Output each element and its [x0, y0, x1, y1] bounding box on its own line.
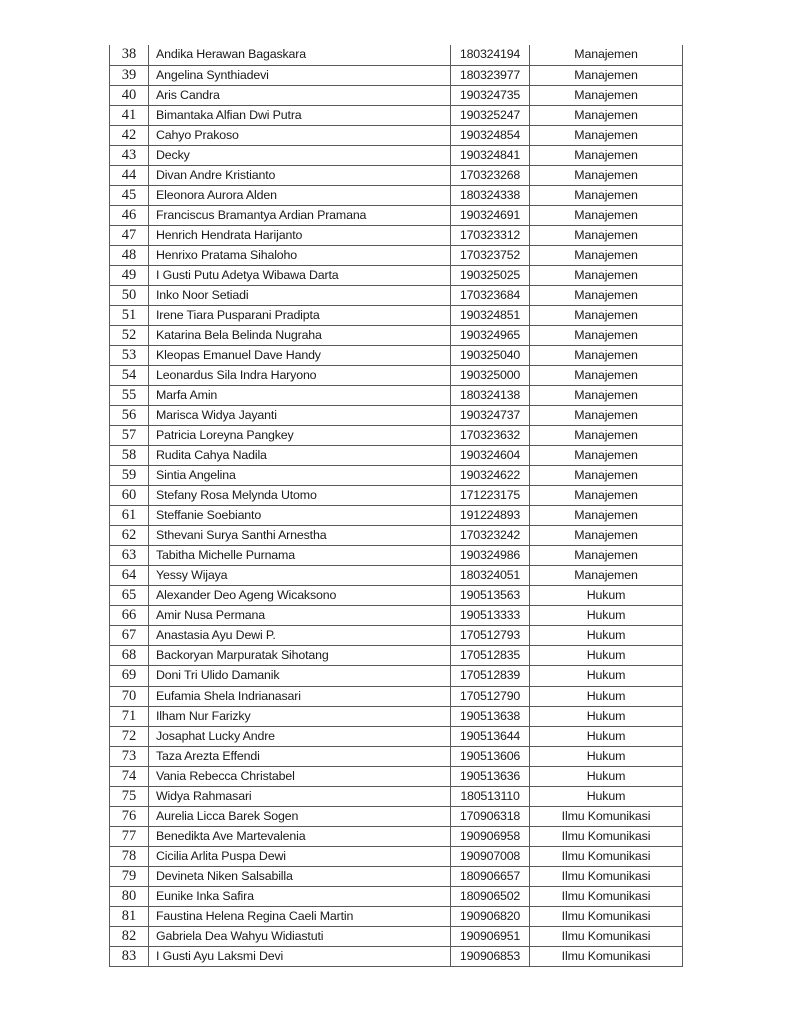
student-id-cell: 170323632 [451, 426, 530, 446]
row-number-cell: 69 [110, 666, 149, 686]
student-name-cell: Devineta Niken Salsabilla [149, 866, 451, 886]
student-name-cell: Irene Tiara Pusparani Pradipta [149, 305, 451, 325]
student-id-cell: 190513333 [451, 606, 530, 626]
study-program-cell: Hukum [530, 686, 683, 706]
row-number-cell: 42 [110, 125, 149, 145]
student-id-cell: 180513110 [451, 786, 530, 806]
student-name-cell: Aurelia Licca Barek Sogen [149, 806, 451, 826]
student-name-cell: Aris Candra [149, 85, 451, 105]
student-id-cell: 180324194 [451, 45, 530, 65]
study-program-cell: Ilmu Komunikasi [530, 866, 683, 886]
student-id-cell: 190907008 [451, 846, 530, 866]
table-row [110, 205, 683, 225]
study-program-cell: Manajemen [530, 366, 683, 386]
table-row [110, 786, 683, 806]
study-program-cell: Manajemen [530, 426, 683, 446]
row-number-cell: 66 [110, 606, 149, 626]
student-id-cell: 180906657 [451, 866, 530, 886]
student-id-cell: 190906853 [451, 946, 530, 966]
student-name-cell: Doni Tri Ulido Damanik [149, 666, 451, 686]
student-id-cell: 190513636 [451, 766, 530, 786]
table-row [110, 85, 683, 105]
student-id-cell: 170512839 [451, 666, 530, 686]
table-row [110, 265, 683, 285]
student-id-cell: 170323684 [451, 285, 530, 305]
student-name-cell: Amir Nusa Permana [149, 606, 451, 626]
table-row [110, 65, 683, 85]
student-name-cell: Alexander Deo Ageng Wicaksono [149, 586, 451, 606]
row-number-cell: 61 [110, 506, 149, 526]
student-name-cell: Vania Rebecca Christabel [149, 766, 451, 786]
student-id-cell: 190513606 [451, 746, 530, 766]
table-row [110, 666, 683, 686]
student-name-cell: Henrich Hendrata Harijanto [149, 225, 451, 245]
student-id-cell: 190324841 [451, 145, 530, 165]
study-program-cell: Manajemen [530, 65, 683, 85]
table-row [110, 626, 683, 646]
study-program-cell: Manajemen [530, 345, 683, 365]
student-name-cell: Franciscus Bramantya Ardian Pramana [149, 205, 451, 225]
study-program-cell: Manajemen [530, 165, 683, 185]
student-id-cell: 190324737 [451, 406, 530, 426]
row-number-cell: 63 [110, 546, 149, 566]
table-row [110, 145, 683, 165]
student-id-cell: 180906502 [451, 886, 530, 906]
table-row [110, 506, 683, 526]
student-name-cell: Taza Arezta Effendi [149, 746, 451, 766]
student-id-cell: 180323977 [451, 65, 530, 85]
study-program-cell: Manajemen [530, 225, 683, 245]
student-id-cell: 191224893 [451, 506, 530, 526]
student-name-cell: I Gusti Putu Adetya Wibawa Darta [149, 265, 451, 285]
row-number-cell: 39 [110, 65, 149, 85]
row-number-cell: 64 [110, 566, 149, 586]
study-program-cell: Ilmu Komunikasi [530, 806, 683, 826]
study-program-cell: Hukum [530, 786, 683, 806]
student-id-cell: 170323752 [451, 245, 530, 265]
study-program-cell: Manajemen [530, 546, 683, 566]
student-id-cell: 190513644 [451, 726, 530, 746]
student-name-cell: Rudita Cahya Nadila [149, 446, 451, 466]
study-program-cell: Ilmu Komunikasi [530, 846, 683, 866]
student-id-cell: 190513638 [451, 706, 530, 726]
table-row [110, 766, 683, 786]
row-number-cell: 58 [110, 446, 149, 466]
study-program-cell: Hukum [530, 726, 683, 746]
study-program-cell: Manajemen [530, 406, 683, 426]
table-row [110, 566, 683, 586]
row-number-cell: 78 [110, 846, 149, 866]
student-name-cell: Leonardus Sila Indra Haryono [149, 366, 451, 386]
row-number-cell: 68 [110, 646, 149, 666]
row-number-cell: 65 [110, 586, 149, 606]
student-id-cell: 190325025 [451, 265, 530, 285]
student-id-cell: 190906951 [451, 926, 530, 946]
student-name-cell: Eunike Inka Safira [149, 886, 451, 906]
student-name-cell: Eufamia Shela Indrianasari [149, 686, 451, 706]
row-number-cell: 53 [110, 345, 149, 365]
student-name-cell: Faustina Helena Regina Caeli Martin [149, 906, 451, 926]
study-program-cell: Manajemen [530, 265, 683, 285]
table-row [110, 125, 683, 145]
student-name-cell: Steffanie Soebianto [149, 506, 451, 526]
table-row [110, 906, 683, 926]
study-program-cell: Manajemen [530, 506, 683, 526]
row-number-cell: 43 [110, 145, 149, 165]
student-id-cell: 190324986 [451, 546, 530, 566]
student-name-cell: Divan Andre Kristianto [149, 165, 451, 185]
row-number-cell: 76 [110, 806, 149, 826]
student-id-cell: 170512793 [451, 626, 530, 646]
student-name-cell: Cicilia Arlita Puspa Dewi [149, 846, 451, 866]
study-program-cell: Ilmu Komunikasi [530, 926, 683, 946]
row-number-cell: 71 [110, 706, 149, 726]
row-number-cell: 47 [110, 225, 149, 245]
student-name-cell: Patricia Loreyna Pangkey [149, 426, 451, 446]
student-name-cell: Cahyo Prakoso [149, 125, 451, 145]
table-row [110, 345, 683, 365]
table-row [110, 706, 683, 726]
row-number-cell: 45 [110, 185, 149, 205]
row-number-cell: 49 [110, 265, 149, 285]
study-program-cell: Manajemen [530, 245, 683, 265]
table-row [110, 486, 683, 506]
student-id-cell: 170323268 [451, 165, 530, 185]
study-program-cell: Ilmu Komunikasi [530, 946, 683, 966]
table-row [110, 406, 683, 426]
row-number-cell: 38 [110, 45, 149, 65]
student-id-cell: 180324051 [451, 566, 530, 586]
table-row [110, 546, 683, 566]
study-program-cell: Manajemen [530, 466, 683, 486]
study-program-cell: Manajemen [530, 85, 683, 105]
student-name-cell: Inko Noor Setiadi [149, 285, 451, 305]
table-row [110, 305, 683, 325]
student-id-cell: 190324604 [451, 446, 530, 466]
study-program-cell: Hukum [530, 666, 683, 686]
row-number-cell: 79 [110, 866, 149, 886]
student-id-cell: 190906958 [451, 826, 530, 846]
row-number-cell: 41 [110, 105, 149, 125]
row-number-cell: 74 [110, 766, 149, 786]
study-program-cell: Ilmu Komunikasi [530, 906, 683, 926]
table-row [110, 366, 683, 386]
student-id-cell: 170906318 [451, 806, 530, 826]
table-row [110, 686, 683, 706]
study-program-cell: Manajemen [530, 45, 683, 65]
table-row [110, 325, 683, 345]
row-number-cell: 73 [110, 746, 149, 766]
student-id-cell: 180324338 [451, 185, 530, 205]
table-row [110, 245, 683, 265]
study-program-cell: Manajemen [530, 185, 683, 205]
student-name-cell: Decky [149, 145, 451, 165]
table-row [110, 646, 683, 666]
study-program-cell: Manajemen [530, 325, 683, 345]
table-row [110, 45, 683, 65]
table-row [110, 105, 683, 125]
student-id-cell: 190325000 [451, 366, 530, 386]
student-id-cell: 171223175 [451, 486, 530, 506]
row-number-cell: 51 [110, 305, 149, 325]
row-number-cell: 60 [110, 486, 149, 506]
student-name-cell: Marisca Widya Jayanti [149, 406, 451, 426]
student-id-cell: 190324854 [451, 125, 530, 145]
student-id-cell: 190324735 [451, 85, 530, 105]
student-id-cell: 190906820 [451, 906, 530, 926]
study-program-cell: Manajemen [530, 305, 683, 325]
row-number-cell: 56 [110, 406, 149, 426]
row-number-cell: 59 [110, 466, 149, 486]
student-name-cell: Josaphat Lucky Andre [149, 726, 451, 746]
row-number-cell: 50 [110, 285, 149, 305]
study-program-cell: Manajemen [530, 486, 683, 506]
study-program-cell: Manajemen [530, 105, 683, 125]
study-program-cell: Hukum [530, 706, 683, 726]
row-number-cell: 80 [110, 886, 149, 906]
student-name-cell: Gabriela Dea Wahyu Widiastuti [149, 926, 451, 946]
student-name-cell: Anastasia Ayu Dewi P. [149, 626, 451, 646]
student-name-cell: Henrixo Pratama Sihaloho [149, 245, 451, 265]
table-row [110, 946, 683, 966]
student-id-cell: 170323312 [451, 225, 530, 245]
student-name-cell: Yessy Wijaya [149, 566, 451, 586]
student-name-cell: I Gusti Ayu Laksmi Devi [149, 946, 451, 966]
student-id-cell: 190324691 [451, 205, 530, 225]
student-name-cell: Stefany Rosa Melynda Utomo [149, 486, 451, 506]
student-id-cell: 190324851 [451, 305, 530, 325]
study-program-cell: Manajemen [530, 145, 683, 165]
student-id-cell: 190325247 [451, 105, 530, 125]
table-row [110, 426, 683, 446]
table-row [110, 386, 683, 406]
row-number-cell: 48 [110, 245, 149, 265]
table-row [110, 866, 683, 886]
table-row [110, 446, 683, 466]
student-id-cell: 170323242 [451, 526, 530, 546]
row-number-cell: 46 [110, 205, 149, 225]
student-name-cell: Sthevani Surya Santhi Arnestha [149, 526, 451, 546]
table-row [110, 185, 683, 205]
student-name-cell: Backoryan Marpuratak Sihotang [149, 646, 451, 666]
table-row [110, 886, 683, 906]
roster-table-body [110, 45, 683, 966]
student-name-cell: Andika Herawan Bagaskara [149, 45, 451, 65]
row-number-cell: 70 [110, 686, 149, 706]
student-id-cell: 180324138 [451, 386, 530, 406]
student-id-cell: 190513563 [451, 586, 530, 606]
study-program-cell: Ilmu Komunikasi [530, 886, 683, 906]
row-number-cell: 72 [110, 726, 149, 746]
row-number-cell: 44 [110, 165, 149, 185]
student-id-cell: 190324965 [451, 325, 530, 345]
study-program-cell: Hukum [530, 626, 683, 646]
student-name-cell: Benedikta Ave Martevalenia [149, 826, 451, 846]
row-number-cell: 62 [110, 526, 149, 546]
row-number-cell: 57 [110, 426, 149, 446]
row-number-cell: 75 [110, 786, 149, 806]
study-program-cell: Hukum [530, 746, 683, 766]
table-row [110, 926, 683, 946]
student-name-cell: Marfa Amin [149, 386, 451, 406]
student-name-cell: Sintia Angelina [149, 466, 451, 486]
student-name-cell: Angelina Synthiadevi [149, 65, 451, 85]
student-id-cell: 190324622 [451, 466, 530, 486]
study-program-cell: Manajemen [530, 125, 683, 145]
student-name-cell: Eleonora Aurora Alden [149, 185, 451, 205]
table-row [110, 606, 683, 626]
study-program-cell: Hukum [530, 646, 683, 666]
table-row [110, 726, 683, 746]
table-row [110, 285, 683, 305]
student-name-cell: Kleopas Emanuel Dave Handy [149, 345, 451, 365]
table-row [110, 466, 683, 486]
study-program-cell: Hukum [530, 606, 683, 626]
student-id-cell: 170512790 [451, 686, 530, 706]
student-name-cell: Bimantaka Alfian Dwi Putra [149, 105, 451, 125]
student-name-cell: Katarina Bela Belinda Nugraha [149, 325, 451, 345]
study-program-cell: Manajemen [530, 526, 683, 546]
student-id-cell: 190325040 [451, 345, 530, 365]
row-number-cell: 55 [110, 386, 149, 406]
study-program-cell: Manajemen [530, 566, 683, 586]
row-number-cell: 82 [110, 926, 149, 946]
row-number-cell: 54 [110, 366, 149, 386]
student-name-cell: Tabitha Michelle Purnama [149, 546, 451, 566]
study-program-cell: Hukum [530, 586, 683, 606]
table-row [110, 806, 683, 826]
row-number-cell: 67 [110, 626, 149, 646]
table-row [110, 526, 683, 546]
study-program-cell: Manajemen [530, 205, 683, 225]
row-number-cell: 52 [110, 325, 149, 345]
student-name-cell: Ilham Nur Farizky [149, 706, 451, 726]
row-number-cell: 77 [110, 826, 149, 846]
study-program-cell: Manajemen [530, 386, 683, 406]
study-program-cell: Ilmu Komunikasi [530, 826, 683, 846]
study-program-cell: Manajemen [530, 285, 683, 305]
student-name-cell: Widya Rahmasari [149, 786, 451, 806]
table-row [110, 826, 683, 846]
row-number-cell: 83 [110, 946, 149, 966]
table-row [110, 586, 683, 606]
study-program-cell: Manajemen [530, 446, 683, 466]
row-number-cell: 81 [110, 906, 149, 926]
study-program-cell: Hukum [530, 766, 683, 786]
student-roster-table [109, 45, 683, 967]
student-id-cell: 170512835 [451, 646, 530, 666]
table-row [110, 746, 683, 766]
table-row [110, 846, 683, 866]
table-row [110, 165, 683, 185]
table-row [110, 225, 683, 245]
row-number-cell: 40 [110, 85, 149, 105]
